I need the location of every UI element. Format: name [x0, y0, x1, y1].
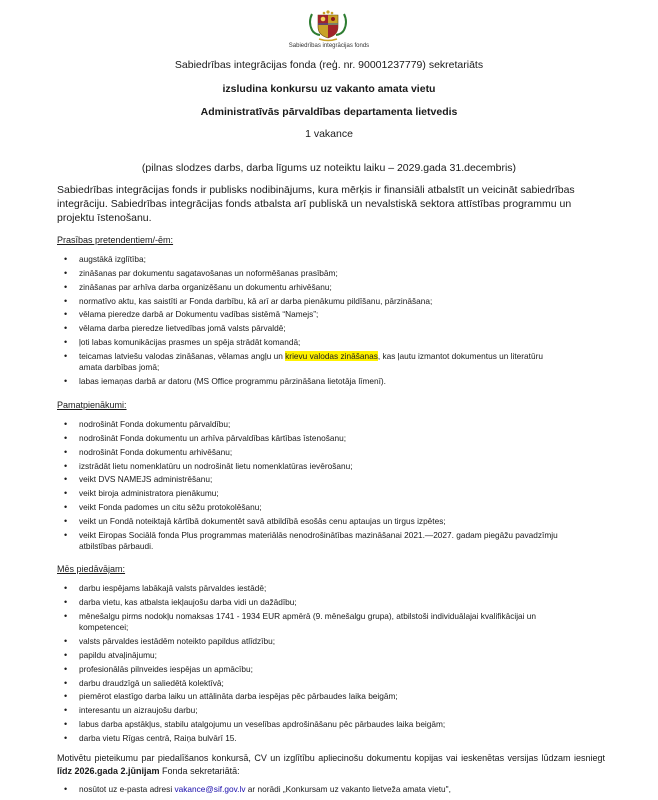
- submit-text-after: ar norādi „Konkursam uz vakanto lietveža amata vietu",: [245, 784, 451, 794]
- list-item: • veikt Fonda padomes un citu sēžu protokolēšanu;: [62, 502, 562, 514]
- list-item: • vēlama darba pieredze lietvedības jomā valsts pārvaldē;: [62, 323, 562, 335]
- list-item: • profesionālās pilnveides iespējas un apmācību;: [62, 664, 562, 676]
- coat-of-arms-logo: [303, 8, 353, 42]
- vacancy-count: 1 vakance: [305, 128, 353, 140]
- list-item: • piemērot elastīgo darba laiku un attālināta darba iespējas pēc pārbaudes laika beigām;: [62, 691, 562, 703]
- deadline-text: līdz 2026.gada 2.jūnijam: [57, 766, 160, 776]
- closing-text-before: Motivētu pieteikumu par piedalīšanos konkursā, CV un izglītību apliecinošu dokumentu kopijas vai ieskenētas versijas lūdzam iesniegt: [57, 753, 605, 763]
- announcement-heading: izsludina konkursu uz vakanto amata vietu: [222, 83, 436, 95]
- submit-text-before: nosūtot uz e-pasta adresi: [79, 784, 175, 794]
- language-text-after: , kas ļautu izmantot dokumentus un literatūru amata darbības jomā;: [79, 350, 543, 373]
- list-item: • nodrošināt Fonda dokumentu arhivēšanu;: [62, 447, 562, 459]
- list-item: • veikt un Fondā noteiktajā kārtībā dokumentēt savā atbildībā esošās cenu aptaujas un tirgus izpētes;: [62, 516, 562, 528]
- list-item: • darbu iespējams labākajā valsts pārvaldes iestādē;: [62, 583, 562, 595]
- email-link[interactable]: vakance@sif.gov.lv: [174, 784, 246, 794]
- requirements-list: [62, 252, 562, 388]
- requirements-title: Prasības pretendentiem/-ēm:: [57, 235, 174, 245]
- list-item: • darbu draudzīgā un saliedētā kolektīvā;: [62, 678, 562, 690]
- list-item: • augstākā izglītība;: [62, 254, 562, 266]
- list-item: • valsts pārvaldes iestādēm noteikto papildus atlīdzību;: [62, 636, 562, 648]
- list-item-submit: [62, 784, 562, 796]
- logo-caption: Sabiedrības integrācijas fonds: [288, 43, 370, 49]
- language-text-before: teicamas latviešu valodas zināšanas, vēlamas angļu un: [79, 350, 286, 361]
- intro-paragraph: Sabiedrības integrācijas fonds ir publisks nodibinājums, kura mērķis ir finansiāli atbalstīt un veicināt sabiedrības integrāciju. Sabiedrības integrācijas fonds atbalsta arī publiskā un nevalstiskā sektora attīstības programmu un projektu īstenošanu.: [57, 184, 575, 224]
- list-item: • nodrošināt Fonda dokumentu un arhīva pārvaldības kārtības īstenošanu;: [62, 433, 562, 445]
- list-item: • zināšanas par dokumentu sagatavošanas un noformēšanas prasībām;: [62, 268, 562, 280]
- offer-title: Mēs piedāvājam:: [57, 564, 126, 574]
- list-item: • ļoti labas komunikācijas prasmes un spēja strādāt komandā;: [62, 337, 562, 349]
- list-item: • darba vietu Rīgas centrā, Raiņa bulvārī 15.: [62, 733, 562, 745]
- closing-paragraph: [57, 752, 605, 778]
- submit-list: [62, 784, 562, 796]
- position-title: Administratīvās pārvaldības departamenta lietvedis: [200, 106, 458, 118]
- list-item: • veikt DVS NAMEJS administrēšanu;: [62, 474, 562, 486]
- list-item: • zināšanas par arhīva darba organizēšanu un dokumentu arhivēšanu;: [62, 282, 562, 294]
- list-item: • izstrādāt lietu nomenklatūru un nodrošināt lietu nomenklatūras ievērošanu;: [62, 461, 562, 473]
- highlighted-text: krievu valodas zināšanas: [285, 350, 378, 361]
- list-item: • veikt biroja administratora pienākumu;: [62, 488, 562, 500]
- list-item: • veikt Eiropas Sociālā fonda Plus programmas materiālās nenodrošinātības mazināšanai 2021.—2027. gadam piegāžu pavadzīmju atbilstības pārbaudi.: [62, 530, 562, 553]
- duties-title: Pamatpienākumi:: [57, 400, 127, 410]
- list-item: • normatīvo aktu, kas saistīti ar Fonda darbību, kā arī ar darba pienākumu pildīšanu, pārzināšana;: [62, 296, 562, 308]
- list-item: • mēnešalgu pirms nodokļu nomaksas 1741 - 1934 EUR apmērā (9. mēnešalgu grupa), atbilstoši individuālajai kvalifikācijai un kompetencei;: [62, 611, 562, 634]
- list-item-language: [62, 351, 562, 374]
- list-item: • nodrošināt Fonda dokumentu pārvaldību;: [62, 419, 562, 431]
- offer-list: [62, 581, 562, 744]
- duties-list: [62, 417, 562, 553]
- list-item: • papildu atvaļinājumu;: [62, 650, 562, 662]
- list-item: • darba vietu, kas atbalsta iekļaujošu darba vidi un dažādību;: [62, 597, 562, 609]
- organization-heading: Sabiedrības integrācijas fonda (reģ. nr. 90001237779) sekretariāts: [174, 59, 484, 71]
- list-item: • vēlama pieredze darbā ar Dokumentu vadības sistēmā “Namejs”;: [62, 309, 562, 321]
- list-item: • labus darba apstākļus, stabilu atalgojumu un veselības apdrošināšanu pēc pārbaudes laika beigām;: [62, 719, 562, 731]
- employment-terms: (pilnas slodzes darbs, darba līgums uz noteiktu laiku – 2029.gada 31.decembris): [141, 162, 517, 174]
- list-item: • labas iemaņas darbā ar datoru (MS Office programmu pārzināšana lietotāja līmenī).: [62, 376, 562, 388]
- closing-text-after: Fonda sekretariātā:: [159, 766, 240, 776]
- list-item: • interesantu un aizraujošu darbu;: [62, 705, 562, 717]
